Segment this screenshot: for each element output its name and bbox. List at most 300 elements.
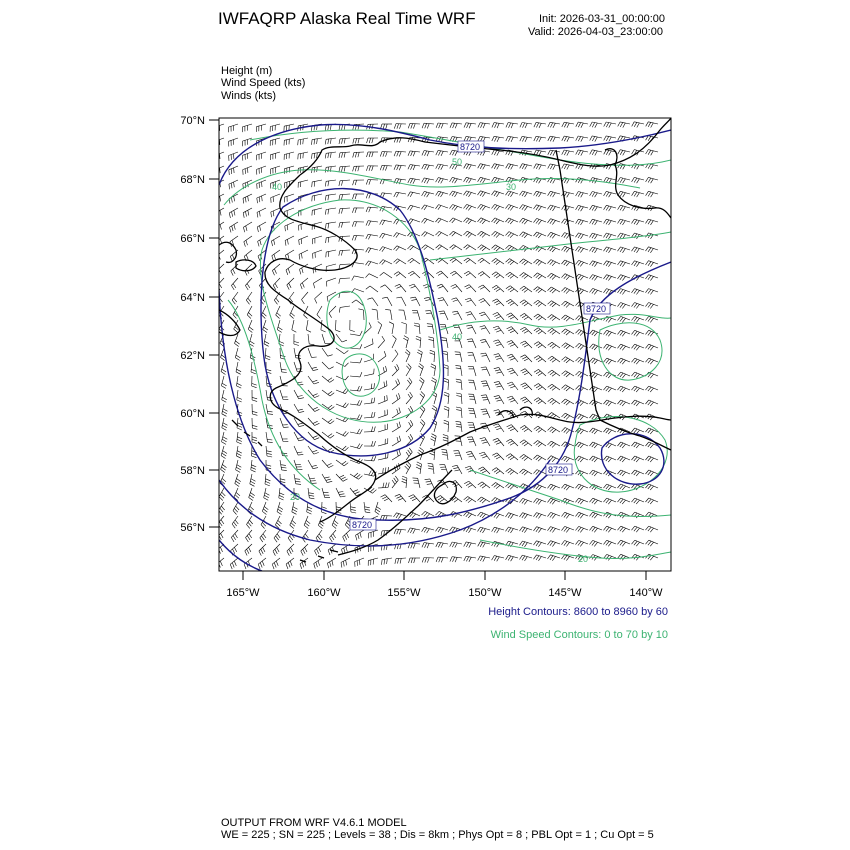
- wind-barb-flag: [650, 556, 653, 560]
- wind-barb-flag: [553, 165, 556, 170]
- wind-barb-flag: [384, 559, 385, 564]
- wind-barb-flag: [468, 220, 471, 224]
- wind-barb-flag: [450, 527, 453, 531]
- wind-barb-flag: [478, 542, 481, 547]
- wind-barb-flag: [418, 350, 423, 353]
- wind-barb-flag: [373, 490, 377, 494]
- wind-barb-flag: [339, 195, 340, 200]
- wind-barb-flag: [562, 526, 565, 530]
- wind-barb-flag: [494, 246, 498, 250]
- wind-barb-shaft: [258, 236, 266, 241]
- wind-barb-flag: [618, 164, 621, 169]
- wind-barb-flag: [536, 164, 539, 169]
- wind-barb-flag: [646, 177, 649, 181]
- wind-barb-flag: [594, 290, 597, 294]
- wind-barb-flag: [327, 463, 332, 465]
- wind-barb-flag: [618, 136, 621, 141]
- lat-ticks: [209, 120, 219, 527]
- wind-barb-flag: [277, 512, 281, 515]
- wind-barb-flag: [648, 345, 651, 349]
- wind-barb-flag: [536, 513, 539, 517]
- wind-barb-flag: [274, 563, 276, 568]
- wind-barb-flag: [408, 408, 411, 413]
- wind-barb-flag: [478, 467, 483, 469]
- wind-barb-shaft: [392, 339, 396, 348]
- wind-barb-flag: [410, 179, 412, 184]
- wind-barb-shaft: [300, 278, 308, 284]
- wind-barb-flag: [623, 221, 626, 225]
- wind-barb-flag: [634, 471, 637, 475]
- wind-barb-flag: [606, 373, 609, 377]
- wind-barb-flag: [355, 236, 357, 241]
- wind-barb-flag: [606, 123, 609, 128]
- wind-barb-flag: [536, 528, 539, 532]
- wind-barb-flag: [604, 400, 607, 404]
- wind-barb-flag: [351, 512, 356, 513]
- wind-barb-flag: [408, 271, 413, 274]
- wind-barb-flag: [497, 372, 502, 373]
- wind-barb-flag: [497, 137, 499, 142]
- wind-barb-flag: [580, 542, 583, 546]
- wind-barb-flag: [243, 227, 244, 232]
- wind-barb-flag: [590, 526, 593, 530]
- wind-barb-flag: [383, 152, 385, 157]
- wind-barb-flag: [548, 498, 551, 502]
- wind-barb-flag: [380, 233, 383, 237]
- wind-barb-flag: [634, 220, 637, 224]
- wind-barb-flag: [234, 225, 235, 230]
- wind-barb-flag: [357, 415, 359, 420]
- wind-barb-flag: [552, 514, 555, 518]
- wind-barb-flag: [508, 329, 513, 331]
- wind-barb-flag: [360, 372, 362, 377]
- lat-label: 58°N: [180, 465, 205, 477]
- wind-barb-flag: [428, 337, 433, 338]
- wind-barb-flag: [634, 178, 637, 182]
- wind-barb-flag: [495, 440, 500, 442]
- wind-barb-flag: [482, 206, 485, 210]
- wind-barb-flag: [524, 206, 527, 210]
- wind-barb-shaft: [221, 348, 225, 357]
- wind-barb-flag: [646, 275, 649, 279]
- wind-barb-flag: [522, 371, 527, 373]
- wind-barb-flag: [548, 384, 552, 387]
- wind-barb-flag: [606, 206, 609, 210]
- wind-barb-shaft: [308, 432, 314, 440]
- wind-barb-shaft: [299, 250, 308, 254]
- wind-barb-flag: [606, 150, 609, 155]
- wind-barb-flag: [307, 512, 312, 514]
- wind-barb-shaft: [322, 362, 329, 369]
- wind-barb-flag: [353, 490, 358, 492]
- wind-barb-flag: [534, 122, 536, 127]
- wind-contour-label: 40: [272, 182, 283, 192]
- wind-barb-flag: [342, 167, 343, 172]
- wind-barb-flag: [550, 513, 553, 517]
- wind-barb-shaft: [378, 386, 387, 390]
- wind-barb-flag: [590, 275, 593, 279]
- wind-barb-shaft: [368, 234, 378, 236]
- wind-barb-flag: [604, 386, 607, 390]
- wind-barb-flag: [520, 300, 524, 303]
- wind-barb-flag: [251, 470, 256, 472]
- wind-barb-flag: [590, 400, 593, 404]
- wind-barb-flag: [650, 542, 653, 546]
- wind-barb-flag: [409, 378, 412, 382]
- wind-barb-flag: [480, 219, 484, 223]
- wind-barb-flag: [604, 498, 607, 502]
- wind-barb-shaft: [266, 376, 267, 386]
- wind-barb-flag: [538, 543, 541, 547]
- wind-barb-flag: [436, 191, 439, 195]
- wind-barb-flag: [604, 261, 607, 265]
- wind-barb-flag: [562, 399, 566, 403]
- wind-barb-flag: [564, 513, 567, 517]
- wind-barb-flag: [566, 486, 569, 490]
- wind-barb-flag: [495, 370, 500, 371]
- wind-barb-flag: [562, 512, 565, 516]
- wind-barb-flag: [492, 299, 497, 301]
- wind-barb-flag: [576, 122, 578, 127]
- wind-barb-flag: [277, 330, 281, 333]
- wind-barb-shaft: [354, 263, 364, 264]
- wind-barb-flag: [478, 258, 482, 261]
- wind-barb-flag: [291, 523, 295, 527]
- wind-barb-flag: [245, 286, 248, 291]
- wind-barb-flag: [567, 179, 570, 184]
- wind-barb-flag: [548, 541, 551, 545]
- wind-barb-flag: [370, 488, 374, 492]
- wind-barb-flag: [431, 436, 436, 439]
- wind-barb-flag: [325, 125, 326, 130]
- wind-barb-flag: [648, 527, 651, 531]
- wind-barb-shaft: [392, 441, 401, 446]
- wind-barb-flag: [278, 327, 282, 330]
- wind-barb-flag: [411, 299, 416, 300]
- wind-barb-flag: [636, 346, 639, 350]
- wind-barb-flag: [618, 358, 621, 362]
- wind-barb-flag: [648, 122, 651, 127]
- wind-barb-flag: [566, 248, 569, 252]
- wind-barb-flag: [648, 429, 651, 433]
- wind-barb-flag: [444, 395, 449, 397]
- wind-barb-shaft: [387, 297, 392, 306]
- wind-barb-flag: [306, 520, 310, 523]
- wind-barb-flag: [590, 442, 593, 446]
- wind-barb-flag: [606, 541, 609, 545]
- wind-barb-shaft: [265, 348, 266, 358]
- wind-barb-flag: [522, 164, 525, 169]
- wind-barb-flag: [453, 557, 455, 562]
- wind-barb-flag: [248, 182, 249, 187]
- wind-barb-flag: [562, 442, 565, 446]
- wind-barb-flag: [480, 542, 483, 547]
- wind-barb-flag: [650, 444, 653, 448]
- wind-barb-flag: [236, 355, 240, 358]
- wind-barb-flag: [222, 414, 227, 417]
- wind-barb-flag: [508, 315, 513, 317]
- wind-barb-flag: [562, 136, 564, 141]
- wind-barb-flag: [443, 435, 448, 436]
- wind-barb-shaft: [288, 292, 294, 300]
- wind-barb-flag: [580, 514, 583, 518]
- wind-barb-flag: [383, 483, 384, 488]
- wind-barb-flag: [317, 315, 321, 319]
- wind-barb-flag: [522, 499, 525, 503]
- wind-barb-flag: [590, 136, 593, 141]
- wind-barb-flag: [222, 478, 226, 481]
- wind-barb-flag: [464, 164, 467, 169]
- wind-barb-flag: [483, 386, 488, 387]
- wind-barb-flag: [374, 441, 376, 446]
- wind-barb-flag: [428, 463, 433, 464]
- wind-barb-flag: [456, 426, 461, 427]
- wind-barb-flag: [217, 183, 218, 188]
- wind-barb-flag: [534, 541, 537, 545]
- wind-barb-flag: [367, 138, 368, 143]
- wind-barb-flag: [303, 139, 304, 144]
- wind-barb-flag: [632, 386, 635, 390]
- wind-barb-flag: [576, 371, 580, 375]
- wind-barb-flag: [550, 344, 554, 347]
- wind-barb-flag: [566, 416, 570, 420]
- wind-barb-flag: [384, 382, 385, 387]
- wind-barb-flag: [360, 415, 362, 420]
- wind-barb-flag: [455, 557, 457, 562]
- wind-barb-flag: [299, 398, 304, 399]
- wind-barb-flag: [536, 556, 539, 560]
- wind-barb-flag: [401, 322, 406, 324]
- wind-barb-flag: [466, 543, 469, 548]
- wind-barb-flag: [634, 527, 637, 531]
- wind-barb-flag: [522, 178, 525, 182]
- wind-barb-flag: [578, 150, 581, 155]
- wind-barb-flag: [496, 248, 500, 252]
- wind-barb-flag: [550, 414, 554, 417]
- wind-barb-flag: [562, 484, 565, 488]
- wind-barb-flag: [424, 297, 429, 298]
- wind-barb-flag: [548, 219, 551, 223]
- wind-barb-flag: [536, 499, 539, 503]
- wind-barb-shaft: [350, 390, 360, 391]
- wind-barb-flag: [432, 378, 437, 381]
- wind-barb-flag: [606, 290, 609, 294]
- wind-barb-flag: [371, 427, 372, 432]
- wind-barb-flag: [422, 527, 425, 531]
- wind-barb-flag: [440, 313, 445, 314]
- wind-barb-flag: [381, 531, 382, 536]
- wind-barb-flag: [604, 344, 607, 348]
- wind-barb-flag: [222, 397, 227, 400]
- wind-barb-flag: [385, 483, 386, 488]
- wind-barb-flag: [609, 235, 612, 239]
- wind-barb-flag: [509, 370, 514, 372]
- wind-barb-flag: [538, 207, 541, 211]
- wind-barb-flag: [424, 233, 428, 237]
- wind-barb-flag: [576, 136, 579, 141]
- wind-barb-flag: [636, 290, 639, 294]
- wind-barb-shaft: [313, 264, 322, 268]
- wind-barb-flag: [524, 529, 527, 533]
- wind-barb-flag: [371, 384, 372, 389]
- wind-barb-flag: [444, 420, 449, 422]
- wind-barb-flag: [620, 443, 623, 447]
- wind-barb-flag: [604, 289, 607, 293]
- wind-barb-flag: [355, 208, 357, 213]
- wind-barb-shaft: [294, 404, 299, 413]
- wind-barb-flag: [510, 261, 514, 264]
- wind-barb-shaft: [420, 367, 423, 376]
- wind-barb-flag: [339, 307, 340, 312]
- wind-barb-flag: [522, 399, 527, 401]
- wind-barb-flag: [427, 558, 429, 563]
- wind-barb-flag: [646, 456, 649, 460]
- wind-barb-flag: [234, 182, 235, 187]
- wind-barb-flag: [387, 559, 388, 564]
- wind-barb-flag: [580, 290, 583, 294]
- wind-barb-flag: [406, 452, 409, 456]
- wind-barb-flag: [481, 381, 486, 382]
- wind-barb-flag: [309, 498, 314, 499]
- wind-barb-shaft: [392, 354, 398, 362]
- wind-barb-flag: [234, 508, 238, 512]
- wind-barb-flag: [536, 456, 540, 460]
- wind-barb-flag: [421, 420, 425, 424]
- wind-barb-flag: [234, 522, 237, 526]
- wind-barb-flag: [302, 283, 304, 288]
- wind-barb-shaft: [340, 180, 350, 181]
- wind-barb-flag: [525, 193, 528, 197]
- wind-barb-flag: [536, 357, 540, 360]
- wind-barb-flag: [482, 514, 485, 518]
- wind-barb-flag: [339, 181, 340, 186]
- wind-barb-flag: [637, 221, 640, 225]
- wind-barb-flag: [590, 344, 593, 348]
- wind-barb-flag: [352, 235, 354, 240]
- wind-barb-flag: [581, 137, 584, 142]
- wind-barb-flag: [550, 288, 554, 292]
- wind-barb-flag: [464, 136, 466, 141]
- wind-barb-shaft: [326, 194, 336, 195]
- wind-barb-flag: [620, 527, 623, 531]
- wind-barb-flag: [509, 398, 514, 400]
- wind-barb-flag: [341, 223, 342, 228]
- wind-barb-shaft: [312, 208, 322, 210]
- wind-barb-flag: [229, 170, 230, 175]
- wind-barb-flag: [564, 556, 567, 560]
- wind-barb-flag: [618, 386, 621, 390]
- wind-contour-label: 20: [578, 554, 589, 564]
- wind-barb-flag: [508, 274, 512, 277]
- wind-barb-flag: [259, 197, 260, 202]
- wind-barb-flag: [480, 192, 483, 196]
- wind-barb-shaft: [232, 292, 238, 300]
- wind-barb-flag: [636, 360, 639, 364]
- wind-barb-shaft: [271, 236, 280, 241]
- wind-barb-flag: [478, 136, 480, 141]
- wind-barb-flag: [548, 273, 552, 277]
- wind-barb-flag: [562, 274, 566, 278]
- wind-barb-flag: [590, 178, 593, 183]
- wind-barb-flag: [466, 219, 470, 223]
- wind-barb-flag: [539, 557, 542, 561]
- wind-barb-flag: [552, 458, 556, 462]
- wind-barb-flag: [552, 401, 556, 404]
- wind-barb-flag: [650, 304, 653, 308]
- wind-barb-flag: [450, 150, 452, 155]
- wind-barb-shaft: [474, 380, 477, 390]
- wind-barb-flag: [622, 263, 625, 267]
- height-contour-label: 8720: [352, 520, 373, 530]
- wind-barb-flag: [425, 543, 427, 548]
- wind-barb-flag: [576, 498, 579, 502]
- wind-barb-flag: [481, 328, 486, 329]
- wind-barb-flag: [246, 255, 248, 260]
- wind-barb-flag: [236, 492, 240, 495]
- wind-barb-shaft: [312, 222, 322, 225]
- height-contours-note: Height Contours: 8600 to 8960 by 60: [488, 606, 668, 618]
- wind-barb-flag: [466, 557, 468, 562]
- wind-barb-flag: [536, 274, 540, 278]
- wind-barb-flag: [326, 479, 331, 480]
- wind-barb-flag: [620, 387, 623, 391]
- wind-barb-flag: [368, 262, 371, 266]
- wind-barb-flag: [345, 447, 349, 451]
- wind-barb-flag: [420, 448, 424, 451]
- wind-barb-flag: [263, 509, 267, 512]
- wind-barb-flag: [562, 385, 566, 389]
- wind-barb-flag: [304, 315, 308, 319]
- wind-barb-shaft: [384, 272, 392, 278]
- wind-barb-flag: [552, 276, 556, 280]
- wind-barb-flag: [564, 541, 567, 545]
- wind-barb-flag: [511, 557, 514, 562]
- wind-barb-flag: [620, 317, 623, 321]
- wind-barb-flag: [222, 492, 226, 496]
- wind-barb-flag: [274, 240, 275, 245]
- wind-barb-flag: [496, 428, 501, 430]
- wind-barb-flag: [395, 494, 400, 496]
- wind-barb-flag: [342, 125, 343, 130]
- wind-barb-flag: [576, 526, 579, 530]
- wind-barb-flag: [492, 164, 495, 169]
- wind-barb-shaft: [485, 339, 490, 348]
- wind-barb-flag: [578, 499, 581, 503]
- wind-barb-shaft: [322, 432, 330, 438]
- wind-barb-flag: [590, 498, 593, 502]
- wind-barb-flag: [271, 212, 272, 217]
- wind-barb-flag: [422, 245, 426, 249]
- wind-barb-flag: [407, 380, 410, 384]
- wind-barb-flag: [622, 318, 625, 322]
- wind-barb-flag: [522, 514, 525, 518]
- wind-barb-flag: [416, 339, 421, 341]
- wind-barb-flag: [564, 485, 567, 489]
- wind-barb-shaft: [412, 258, 420, 264]
- wind-barb-flag: [508, 301, 513, 304]
- wind-barb-flag: [508, 287, 512, 290]
- wind-barb-flag: [550, 247, 553, 251]
- wind-barb-flag: [244, 564, 246, 569]
- wind-barb-flag: [492, 468, 496, 471]
- wind-barb-flag: [507, 368, 512, 370]
- wind-barb-flag: [452, 465, 457, 466]
- wind-barb-flag: [466, 483, 471, 486]
- wind-barb-flag: [580, 402, 584, 406]
- wind-barb-shaft: [378, 415, 387, 418]
- wind-barb-flag: [592, 248, 595, 252]
- wind-barb-flag: [606, 387, 609, 391]
